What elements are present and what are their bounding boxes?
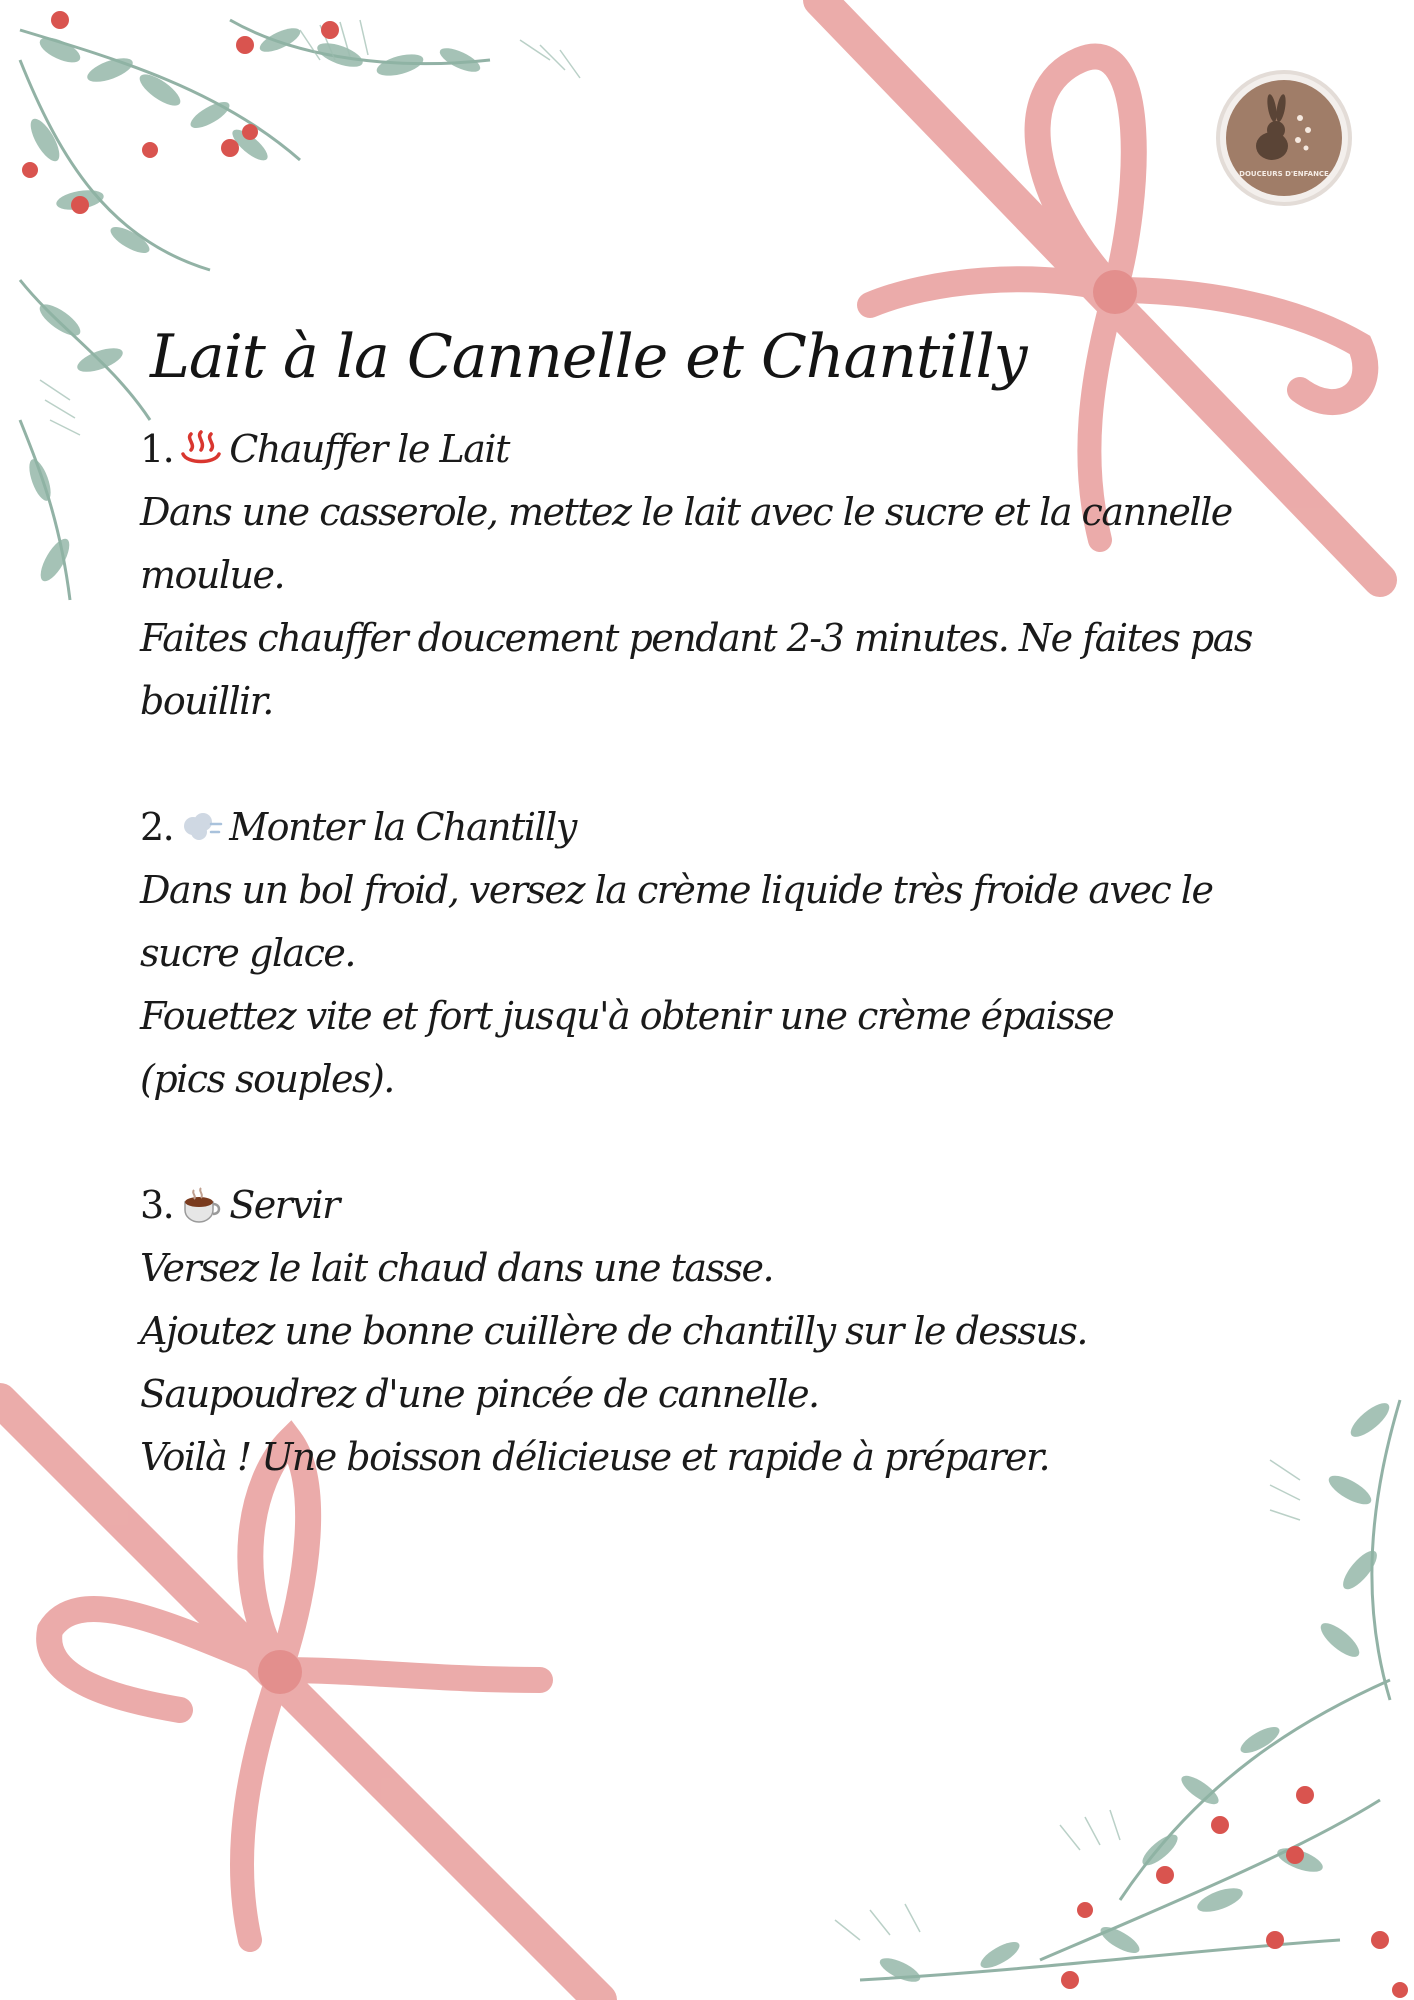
step-text-line: Fouettez vite et fort jusqu'à obtenir une crème épaisse — [140, 994, 1114, 1038]
step-text-line: bouillir. — [140, 679, 273, 723]
recipe-steps — [140, 418, 1280, 1552]
step-number: 2. — [140, 805, 174, 849]
step-text-line: Voilà ! Une boisson délicieuse et rapide à préparer. — [140, 1435, 1050, 1479]
step-number: 3. — [140, 1183, 174, 1227]
step-title: Chauffer le Lait — [229, 427, 509, 471]
step-title: Servir — [229, 1183, 339, 1227]
hot-springs-icon — [177, 428, 225, 468]
step-text-line: Dans une casserole, mettez le lait avec le sucre et la cannelle — [140, 490, 1232, 534]
step-title: Monter la Chantilly — [229, 805, 576, 849]
step-text-line: Dans un bol froid, versez la crème liquide très froide avec le — [140, 868, 1213, 912]
step-heading — [140, 418, 1280, 481]
recipe-step-3 — [140, 1174, 1280, 1489]
logo-text: DOUCEURS D'ENFANCE — [1239, 170, 1329, 178]
step-text-line: Saupoudrez d'une pincée de cannelle. — [140, 1372, 819, 1416]
step-text-line: Ajoutez une bonne cuillère de chantilly sur le dessus. — [140, 1309, 1087, 1353]
step-text-line: sucre glace. — [140, 931, 355, 975]
step-number: 1. — [140, 427, 174, 471]
rabbit-logo-icon — [1214, 68, 1354, 208]
page-title: Lait à la Cannelle et Chantilly — [150, 322, 1027, 392]
recipe-step-1 — [140, 418, 1280, 733]
step-text-line: (pics souples). — [140, 1057, 394, 1101]
step-text-line: Versez le lait chaud dans une tasse. — [140, 1246, 774, 1290]
recipe-step-2 — [140, 796, 1280, 1111]
step-text-line: Faites chauffer doucement pendant 2-3 minutes. Ne faites pas — [140, 616, 1252, 660]
dashing-cloud-icon — [177, 806, 225, 846]
step-text-line: moulue. — [140, 553, 285, 597]
step-heading — [140, 1174, 1280, 1237]
brand-logo — [1214, 68, 1354, 208]
hot-beverage-icon — [177, 1184, 225, 1224]
step-heading — [140, 796, 1280, 859]
